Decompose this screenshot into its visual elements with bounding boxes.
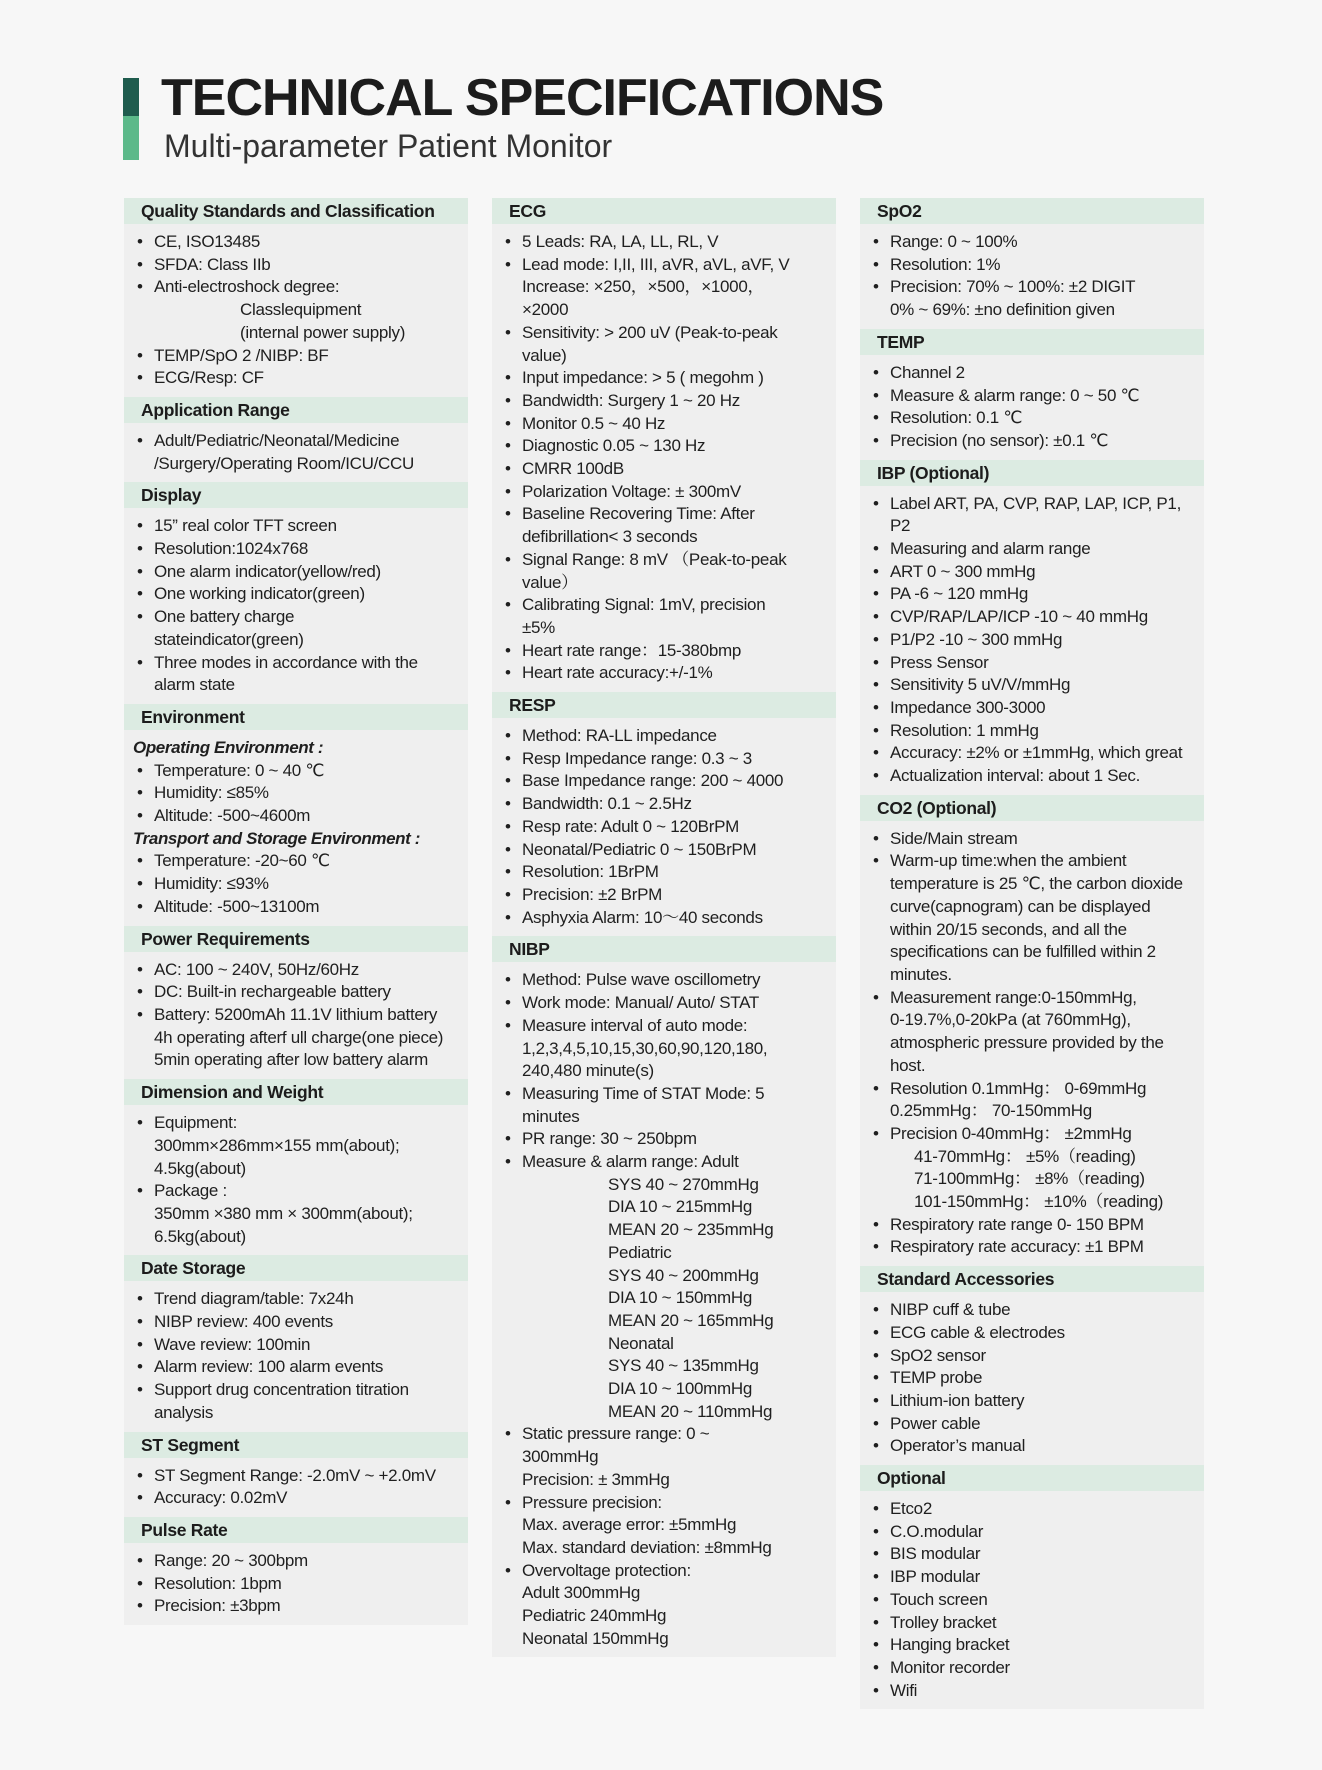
section-spo2 [860,198,1204,329]
spec-item: • Wifi [860,1680,1204,1703]
spec-item: • Accuracy: 0.02mV [124,1487,468,1510]
spec-item: • Etco2 [860,1498,1204,1521]
spec-item: • Measuring Time of STAT Mode: 5 minutes [492,1083,836,1128]
spec-item: • Calibrating Signal: 1mV, precision ±5% [492,594,836,639]
spec-item: • Lithium-ion battery [860,1390,1204,1413]
spec-item: • Precision: 70% ~ 100%: ±2 DIGIT 0% ~ 69%: ±no definition given [860,276,1204,321]
spec-item: • Temperature: -20~60 ℃ [124,850,468,873]
section-title: Date Storage [124,1255,468,1281]
spec-item: • TEMP/SpO 2 /NIBP: BF [124,345,468,368]
spec-item: • Resp Impedance range: 0.3 ~ 3 [492,748,836,771]
section-title: NIBP [492,936,836,962]
spec-item: • Equipment: 300mm×286mm×155 mm(about); 4.5kg(about) [124,1112,468,1180]
spec-item: • Respiratory rate accuracy: ±1 BPM [860,1236,1204,1259]
section-title: IBP (Optional) [860,460,1204,486]
column-right [860,198,1204,1709]
spec-item: • Trolley bracket [860,1612,1204,1635]
spec-item: • 5 Leads: RA, LA, LL, RL, V [492,231,836,254]
section-title: Environment [124,704,468,730]
spec-item: • Work mode: Manual/ Auto/ STAT [492,992,836,1015]
spec-item: • Input impedance: > 5 ( megohm ) [492,367,836,390]
section-title: TEMP [860,329,1204,355]
spec-item: • Humidity: ≤93% [124,873,468,896]
section-title: Power Requirements [124,926,468,952]
section-application [124,397,468,482]
spec-item: 101-150mmHg： ±10%（reading) [914,1192,1164,1212]
spec-item: • SFDA: Class IIb [124,254,468,277]
spec-item: MEAN 20 ~ 235mmHg [608,1220,774,1240]
section-power [124,926,468,1080]
spec-item: • Resolution: 0.1 ℃ [860,407,1204,430]
section-nibp [492,936,836,1657]
spec-item: • Anti-electroshock degree: [124,276,468,299]
page-title: TECHNICAL SPECIFICATIONS [161,69,884,127]
spec-item: • CMRR 100dB [492,458,836,481]
spec-item: • Measure interval of auto mode: 1,2,3,4,5,10,15,30,60,90,120,180, 240,480 minute(s) [492,1015,836,1083]
spec-item: • BIS modular [860,1543,1204,1566]
spec-item: • ECG cable & electrodes [860,1322,1204,1345]
spec-item: • One working indicator(green) [124,583,468,606]
spec-item: • Wave review: 100min [124,1334,468,1357]
spec-item: • Bandwidth: 0.1 ~ 2.5Hz [492,793,836,816]
spec-item: • Baseline Recovering Time: After defibrillation< 3 seconds [492,503,836,548]
spec-item: • Precision 0-40mmHg： ±2mmHg [860,1123,1204,1146]
spec-item: • Package : 350mm ×380 mm × 300mm(about); 6.5kg(about) [124,1180,468,1248]
section-quality [124,198,468,397]
spec-item: • Measure & alarm range: Adult [492,1151,836,1174]
section-title: Optional [860,1465,1204,1491]
spec-item: • Resolution:1024x768 [124,538,468,561]
spec-item: • Resolution: 1BrPM [492,861,836,884]
spec-item: • Label ART, PA, CVP, RAP, LAP, ICP, P1, P2 [860,493,1204,538]
spec-item: • Sensitivity: > 200 uV (Peak-to-peak value) [492,322,836,367]
spec-item: • Respiratory rate range 0- 150 BPM [860,1214,1204,1237]
section-title: Pulse Rate [124,1517,468,1543]
section-co2 [860,795,1204,1266]
spec-item: Neonatal [608,1333,674,1353]
spec-item: • Resolution: 1% [860,254,1204,277]
spec-item: • Side/Main stream [860,828,1204,851]
section-title: ST Segment [124,1432,468,1458]
spec-item: • Range: 0 ~ 100% [860,231,1204,254]
spec-item: • CVP/RAP/LAP/ICP -10 ~ 40 mmHg [860,606,1204,629]
spec-item: • Asphyxia Alarm: 10～40 seconds [492,907,836,930]
spec-item: • NIBP cuff & tube [860,1299,1204,1322]
section-pulse-rate [124,1517,468,1625]
spec-item: • One battery charge stateindicator(green) [124,606,468,651]
spec-item: DIA 10 ~ 150mmHg [608,1288,753,1308]
spec-item: • Measuring and alarm range [860,538,1204,561]
spec-item: • PA -6 ~ 120 mmHg [860,583,1204,606]
spec-item: • Accuracy: ±2% or ±1mmHg, which great [860,742,1204,765]
spec-item: • Alarm review: 100 alarm events [124,1356,468,1379]
spec-item: • Range: 20 ~ 300bpm [124,1550,468,1573]
spec-item: DIA 10 ~ 215mmHg [608,1197,753,1217]
spec-item: • Pressure precision: Max. average error: ±5mmHg Max. standard deviation: ±8mmHg [492,1492,836,1560]
spec-item: • Precision (no sensor): ±0.1 ℃ [860,430,1204,453]
section-title: RESP [492,692,836,718]
spec-item: • Static pressure range: 0 ~ 300mmHg Precision: ± 3mmHg [492,1423,836,1491]
spec-item: 41-70mmHg： ±5%（reading) [914,1146,1136,1166]
spec-item: • Overvoltage protection: Adult 300mmHg Pediatric 240mmHg Neonatal 150mmHg [492,1560,836,1651]
section-title: CO2 (Optional) [860,795,1204,821]
spec-item: • DC: Built-in rechargeable battery [124,981,468,1004]
spec-item: • Press Sensor [860,652,1204,675]
section-title: Dimension and Weight [124,1079,468,1105]
spec-item: • TEMP probe [860,1367,1204,1390]
spec-item: • C.O.modular [860,1521,1204,1544]
spec-item: • IBP modular [860,1566,1204,1589]
spec-item: • Warm-up time:when the ambient temperature is 25 ℃, the carbon dioxide curve(capnogram) can be displayed within 20/15 seconds, and all the specifications can be fulfilled within 2 minutes. [860,850,1204,986]
spec-item: • Base Impedance range: 200 ~ 4000 [492,770,836,793]
spec-item: • Operator’s manual [860,1435,1204,1458]
spec-item: • Precision: ±2 BrPM [492,884,836,907]
spec-item: • Lead mode: I,II, III, aVR, aVL, aVF, V Increase: ×250，×500，×1000， ×2000 [492,254,836,322]
spec-item: DIA 10 ~ 100mmHg [608,1379,753,1399]
spec-item: • Support drug concentration titration analysis [124,1379,468,1424]
spec-item: • Precision: ±3bpm [124,1595,468,1618]
spec-item: • Diagnostic 0.05 ~ 130 Hz [492,435,836,458]
spec-item: MEAN 20 ~ 165mmHg [608,1310,774,1330]
column-left [124,198,468,1625]
section-dimension [124,1079,468,1255]
spec-item: • Power cable [860,1413,1204,1436]
spec-item: • Battery: 5200mAh 11.1V lithium battery 4h operating afterf ull charge(one piece) 5min operating after low battery alarm [124,1004,468,1072]
section-ibp [860,460,1204,795]
spec-item: • Altitude: -500~4600m [124,805,468,828]
operating-environment-label: Operating Environment : [133,737,324,757]
spec-item: • Resp rate: Adult 0 ~ 120BrPM [492,816,836,839]
spec-item: • NIBP review: 400 events [124,1311,468,1334]
section-title: ECG [492,198,836,224]
spec-item: • Altitude: -500~13100m [124,896,468,919]
spec-item: • One alarm indicator(yellow/red) [124,561,468,584]
spec-item: Pediatric [608,1242,672,1262]
section-display [124,482,468,704]
spec-item: • Trend diagram/table: 7x24h [124,1288,468,1311]
spec-item: • Bandwidth: Surgery 1 ~ 20 Hz [492,390,836,413]
spec-item: SYS 40 ~ 270mmHg [608,1174,759,1194]
spec-item: • Resolution 0.1mmHg： 0-69mmHg 0.25mmHg： 70-150mmHg [860,1078,1204,1123]
section-environment [124,704,468,926]
section-title: Quality Standards and Classification [124,198,468,224]
spec-item: • Heart rate range：15-380bmp [492,640,836,663]
spec-item: MEAN 20 ~ 110mmHg [608,1401,773,1421]
section-temp [860,329,1204,460]
spec-item: • Impedance 300-3000 [860,697,1204,720]
spec-item: 71-100mmHg： ±8%（reading) [914,1169,1145,1189]
spec-item: • 15” real color TFT screen [124,515,468,538]
section-resp [492,692,836,936]
spec-item: • P1/P2 -10 ~ 300 mmHg [860,629,1204,652]
section-title: Application Range [124,397,468,423]
spec-item: • Polarization Voltage: ± 300mV [492,481,836,504]
spec-item: • SpO2 sensor [860,1345,1204,1368]
spec-item: • ECG/Resp: CF [124,367,468,390]
spec-item: • Method: RA-LL impedance [492,725,836,748]
column-middle [492,198,836,1657]
spec-item: • Humidity: ≤85% [124,782,468,805]
spec-item: • Signal Range: 8 mV （Peak-to-peak value） [492,549,836,594]
spec-item: • Sensitivity 5 uV/V/mmHg [860,674,1204,697]
spec-item: • PR range: 30 ~ 250bpm [492,1128,836,1151]
section-optional [860,1465,1204,1709]
section-st-segment [124,1432,468,1517]
spec-item: • Touch screen [860,1589,1204,1612]
spec-item: • Three modes in accordance with the alarm state [124,652,468,697]
spec-item: SYS 40 ~ 200mmHg [608,1265,759,1285]
spec-item: • CE, ISO13485 [124,231,468,254]
section-title: Display [124,482,468,508]
spec-item: (internal power supply) [240,322,406,342]
spec-item: • Measure & alarm range: 0 ~ 50 ℃ [860,385,1204,408]
section-title: SpO2 [860,198,1204,224]
spec-item: • Heart rate accuracy:+/-1% [492,662,836,685]
title-accent-bar [123,78,139,160]
transport-environment-label: Transport and Storage Environment : [133,828,421,848]
spec-item: • Monitor 0.5 ~ 40 Hz [492,413,836,436]
spec-item: • Temperature: 0 ~ 40 ℃ [124,760,468,783]
spec-item: • Resolution: 1bpm [124,1573,468,1596]
spec-item: • Channel 2 [860,362,1204,385]
spec-item: • Monitor recorder [860,1657,1204,1680]
spec-item: • ST Segment Range: -2.0mV ~ +2.0mV [124,1465,468,1488]
section-title: Standard Accessories [860,1266,1204,1292]
spec-item: • ART 0 ~ 300 mmHg [860,561,1204,584]
spec-item: • Neonatal/Pediatric 0 ~ 150BrPM [492,839,836,862]
spec-item: Classlequipment [240,300,362,320]
section-ecg [492,198,836,692]
section-storage [124,1255,468,1431]
spec-item: • Resolution: 1 mmHg [860,720,1204,743]
spec-item: • Method: Pulse wave oscillometry [492,969,836,992]
section-accessories [860,1266,1204,1465]
spec-item: • Actualization interval: about 1 Sec. [860,765,1204,788]
page-subtitle: Multi-parameter Patient Monitor [164,128,613,164]
spec-item: SYS 40 ~ 135mmHg [608,1356,759,1376]
spec-item: • Hanging bracket [860,1634,1204,1657]
spec-item: • Measurement range:0-150mmHg, 0-19.7%,0-20kPa (at 760mmHg), atmospheric pressure provided by the host. [860,987,1204,1078]
spec-item: • Adult/Pediatric/Neonatal/Medicine /Surgery/Operating Room/ICU/CCU [124,430,468,475]
spec-item: • AC: 100 ~ 240V, 50Hz/60Hz [124,959,468,982]
